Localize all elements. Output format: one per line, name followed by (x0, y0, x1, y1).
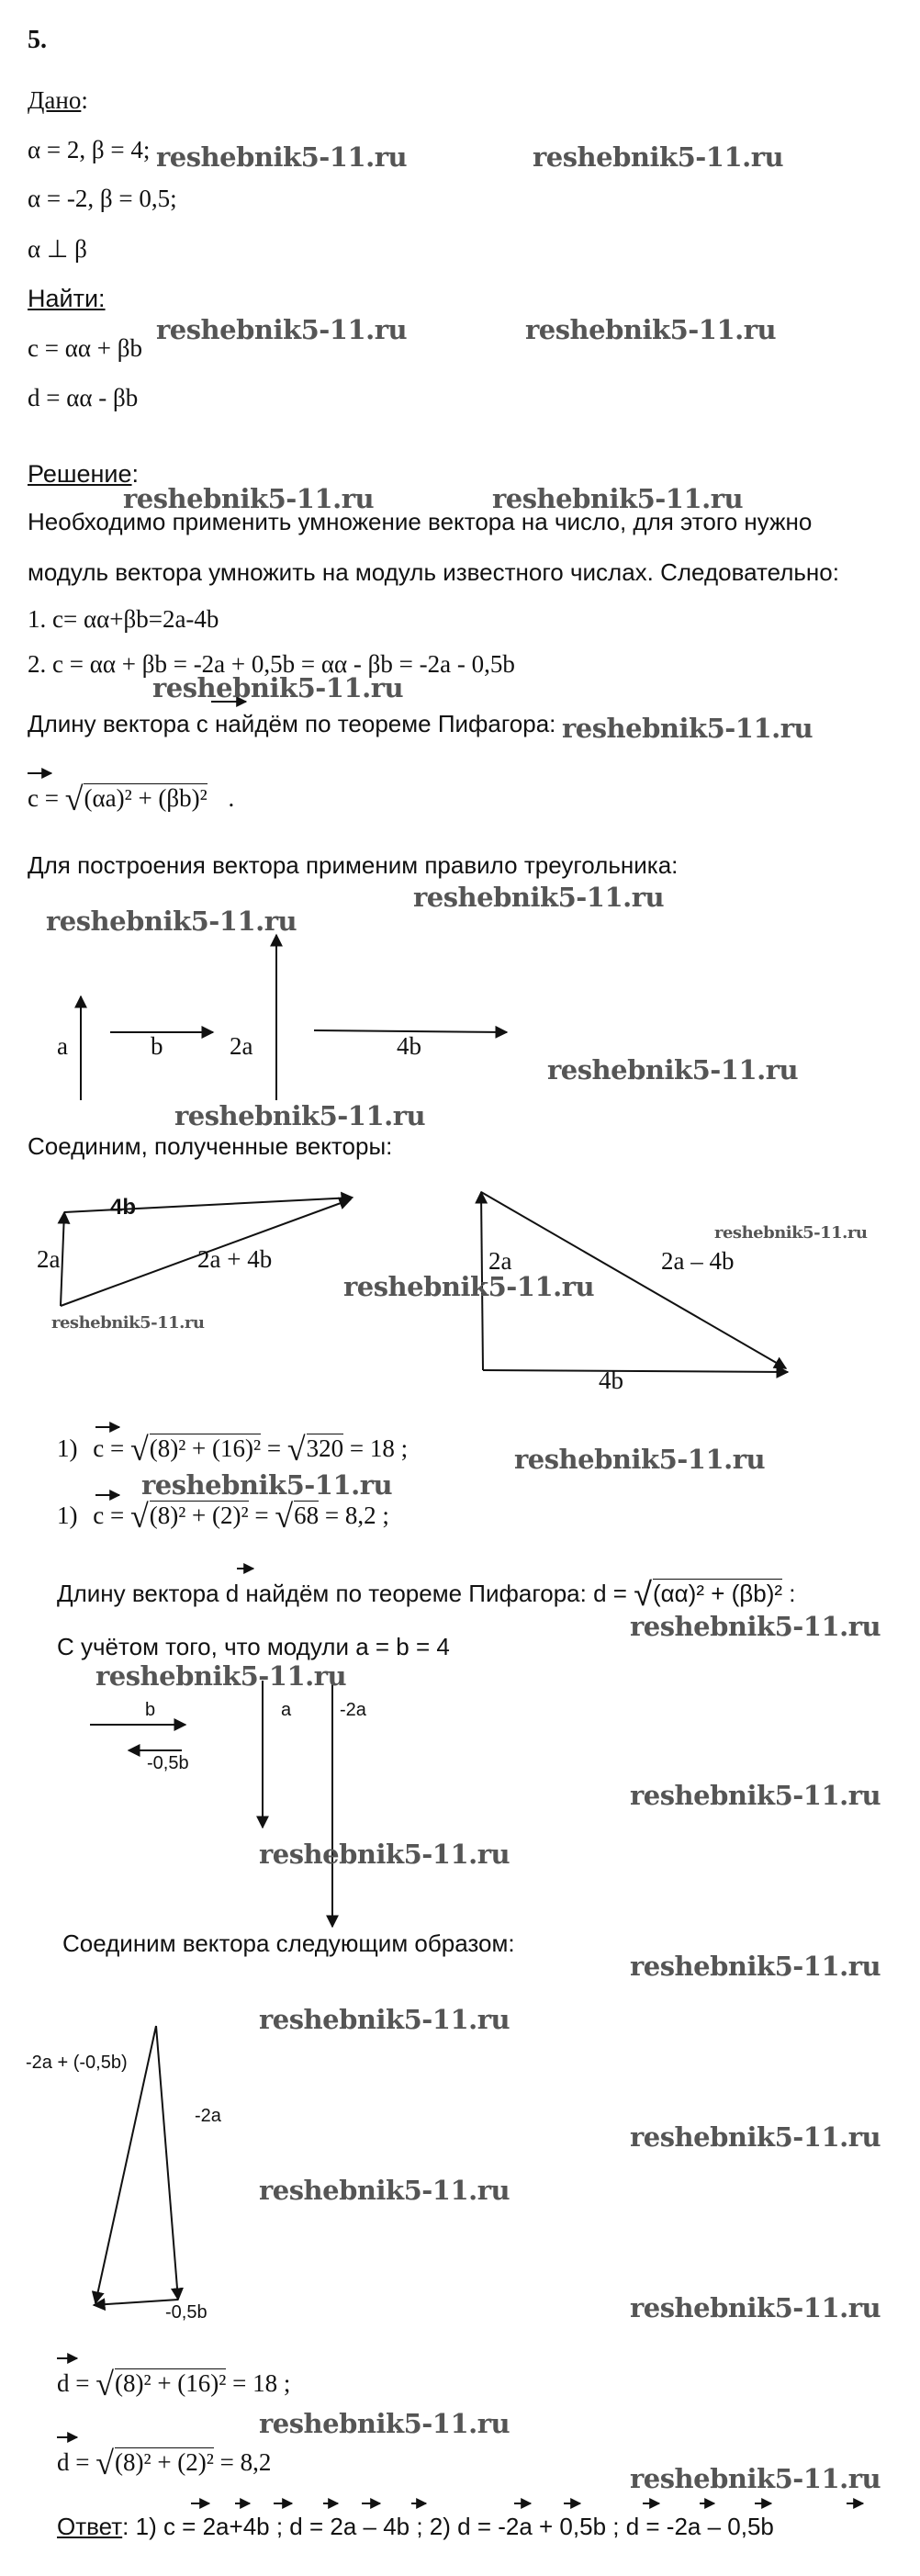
fig2-label-sum: 2a + 4b (197, 1245, 273, 1273)
fig4-label-minus2a: -2a (340, 1700, 366, 1720)
sqrt-icon: √ (634, 1575, 652, 1613)
fig1-label-b: b (151, 1032, 163, 1060)
watermark: reshebnik5-11.ru (95, 1660, 347, 1692)
pythagoras-d-end: : (789, 1580, 796, 1607)
find-line-1: c = αα + βb (28, 334, 142, 362)
fig1-vector-4b (314, 1030, 507, 1032)
sqrt-icon: √ (95, 2366, 114, 2402)
fig2-vector-4b (64, 1198, 353, 1212)
fig5-label-halfb: -0,5b (165, 2302, 208, 2323)
formula-d-2-radicand: (8)² + (2)² (115, 2448, 214, 2476)
sqrt-icon: √ (64, 781, 84, 817)
calc-2-mid: = (254, 1502, 269, 1529)
watermark: reshebnik5-11.ru (156, 314, 408, 345)
fig5-vector-sum (95, 2026, 156, 2303)
pythagoras-d-text: Длину вектора d найдём по теореме Пифагора: d = (57, 1580, 627, 1607)
fig2-vector-sum (61, 1195, 351, 1306)
formula-d-1-lhs: d = (57, 2369, 90, 2397)
combine-text: Соединим, полученные векторы: (28, 1132, 393, 1160)
fig1-label-a: a (57, 1032, 68, 1060)
watermark: reshebnik5-11.ru (714, 1223, 868, 1243)
watermark: reshebnik5-11.ru (259, 2175, 510, 2206)
calc-1-radicand: (8)² + (16)² (149, 1434, 262, 1462)
sqrt-icon: √ (129, 1498, 149, 1535)
triangle-rule-text: Для построения вектора применим правило треугольника: (28, 851, 679, 879)
watermark: reshebnik5-11.ru (630, 1780, 881, 1811)
watermark: reshebnik5-11.ru (413, 882, 665, 913)
fig4-label-b: b (145, 1700, 156, 1720)
fig2-vector-2a (61, 1212, 64, 1306)
sqrt-icon: √ (129, 1431, 149, 1468)
watermark: reshebnik5-11.ru (514, 1444, 766, 1475)
formula-d-2-lhs: d = (57, 2448, 90, 2476)
watermark: reshebnik5-11.ru (259, 2004, 510, 2035)
watermark: reshebnik5-11.ru (492, 483, 744, 514)
watermark: reshebnik5-11.ru (174, 1100, 426, 1131)
fig3-label-4b: 4b (599, 1367, 623, 1394)
watermark: reshebnik5-11.ru (630, 1951, 881, 1982)
given-heading-colon: : (81, 86, 88, 114)
solution-item-1: 1. c= αα+βb=2a-4b (28, 605, 219, 633)
watermark: reshebnik5-11.ru (123, 483, 375, 514)
formula-c-lhs: c = (28, 784, 59, 812)
watermark: reshebnik5-11.ru (51, 1313, 205, 1333)
formula-d-1-radicand: (8)² + (16)² (115, 2369, 227, 2397)
watermark: reshebnik5-11.ru (259, 1839, 510, 1870)
problem-number: 5. (28, 26, 47, 54)
watermark: reshebnik5-11.ru (630, 1611, 881, 1642)
calc-2-radicand-2: 68 (294, 1502, 320, 1529)
watermark: reshebnik5-11.ru (533, 141, 784, 173)
watermark: reshebnik5-11.ru (152, 672, 404, 703)
formula-c-radicand: (αa)² + (βb)² (84, 784, 208, 812)
answer-label: Ответ (57, 2513, 123, 2540)
calc-2-radicand: (8)² + (2)² (149, 1502, 249, 1529)
fig1-label-2a: 2a (230, 1032, 253, 1060)
calc-1-mid: = (266, 1434, 282, 1462)
given-line-1: α = 2, β = 4; (28, 136, 151, 163)
given-line-2: α = -2, β = 0,5; (28, 185, 177, 212)
answer-text: : 1) c = 2a+4b ; d = 2a – 4b ; 2) d = -2a + 0,5b ; d = -2a – 0,5b (122, 2513, 774, 2540)
calc-2-end: = 8,2 ; (324, 1502, 389, 1529)
fig5-vector-minus2a (156, 2026, 178, 2300)
fig2-label-2a: 2a (37, 1245, 61, 1273)
formula-d-1-end: = 18 ; (232, 2369, 291, 2397)
watermark: reshebnik5-11.ru (562, 713, 813, 744)
sqrt-icon: √ (275, 1498, 294, 1535)
calc-1-end: = 18 ; (349, 1434, 409, 1462)
watermark: reshebnik5-11.ru (525, 314, 777, 345)
fig1-label-4b: 4b (397, 1032, 421, 1060)
solution-paragraph-2: модуль вектора умножить на модуль известного числах. Следовательно: (28, 558, 839, 586)
calc-1-radicand-2: 320 (306, 1434, 344, 1462)
watermark: reshebnik5-11.ru (259, 2408, 510, 2439)
pythagoras-c-text: Длину вектора c найдём по теореме Пифагора: (28, 710, 556, 737)
formula-c-end: . (228, 784, 235, 812)
find-line-2: d = αα - βb (28, 384, 139, 411)
pythagoras-d-radicand: (αα)² + (βb)² (652, 1580, 783, 1607)
solution-item-2: 2. c = αα + βb = -2a + 0,5b = αα - βb = -2a - 0,5b (28, 650, 515, 678)
fig5-label-minus2a: -2a (195, 2106, 221, 2126)
sqrt-icon: √ (286, 1431, 306, 1468)
fig3-vector-4b (483, 1370, 788, 1372)
watermark: reshebnik5-11.ru (630, 2121, 881, 2153)
formula-d-2-end: = 8,2 (219, 2448, 272, 2476)
solution-heading-colon: : (131, 460, 140, 488)
watermark: reshebnik5-11.ru (46, 906, 297, 937)
fig3-label-2a: 2a (488, 1247, 512, 1275)
combine-2-text: Соединим вектора следующим образом: (62, 1929, 515, 1957)
given-heading-text: Дано (28, 86, 82, 114)
find-heading: Найти: (28, 285, 106, 312)
watermark: reshebnik5-11.ru (630, 2292, 881, 2323)
watermark: reshebnik5-11.ru (630, 2463, 881, 2494)
calc-1-lhs: c = (93, 1434, 125, 1462)
fig5-vector-halfb (94, 2300, 178, 2305)
solution-heading-text: Решение (28, 460, 132, 488)
fig4-label-a: a (281, 1700, 292, 1720)
fig2-label-4b: 4b (110, 1195, 137, 1220)
calc-2-lhs: c = (93, 1502, 125, 1529)
watermark: reshebnik5-11.ru (547, 1054, 799, 1086)
watermark: reshebnik5-11.ru (156, 141, 408, 173)
calc-2-number: 1) (57, 1502, 78, 1529)
moduli-text: С учётом того, что модули a = b = 4 (57, 1633, 450, 1660)
watermark: reshebnik5-11.ru (141, 1469, 393, 1501)
fig4-label-halfb: -0,5b (147, 1753, 189, 1773)
calc-1-number: 1) (57, 1434, 78, 1462)
given-line-3: α ⊥ β (28, 235, 87, 263)
watermark: reshebnik5-11.ru (343, 1271, 595, 1302)
fig5-label-sum: -2a + (-0,5b) (26, 2053, 128, 2073)
fig3-label-diff: 2a – 4b (661, 1247, 735, 1275)
sqrt-icon: √ (95, 2445, 114, 2481)
solution-paragraph-1: Необходимо применить умножение вектора на число, для этого нужно (28, 508, 813, 535)
